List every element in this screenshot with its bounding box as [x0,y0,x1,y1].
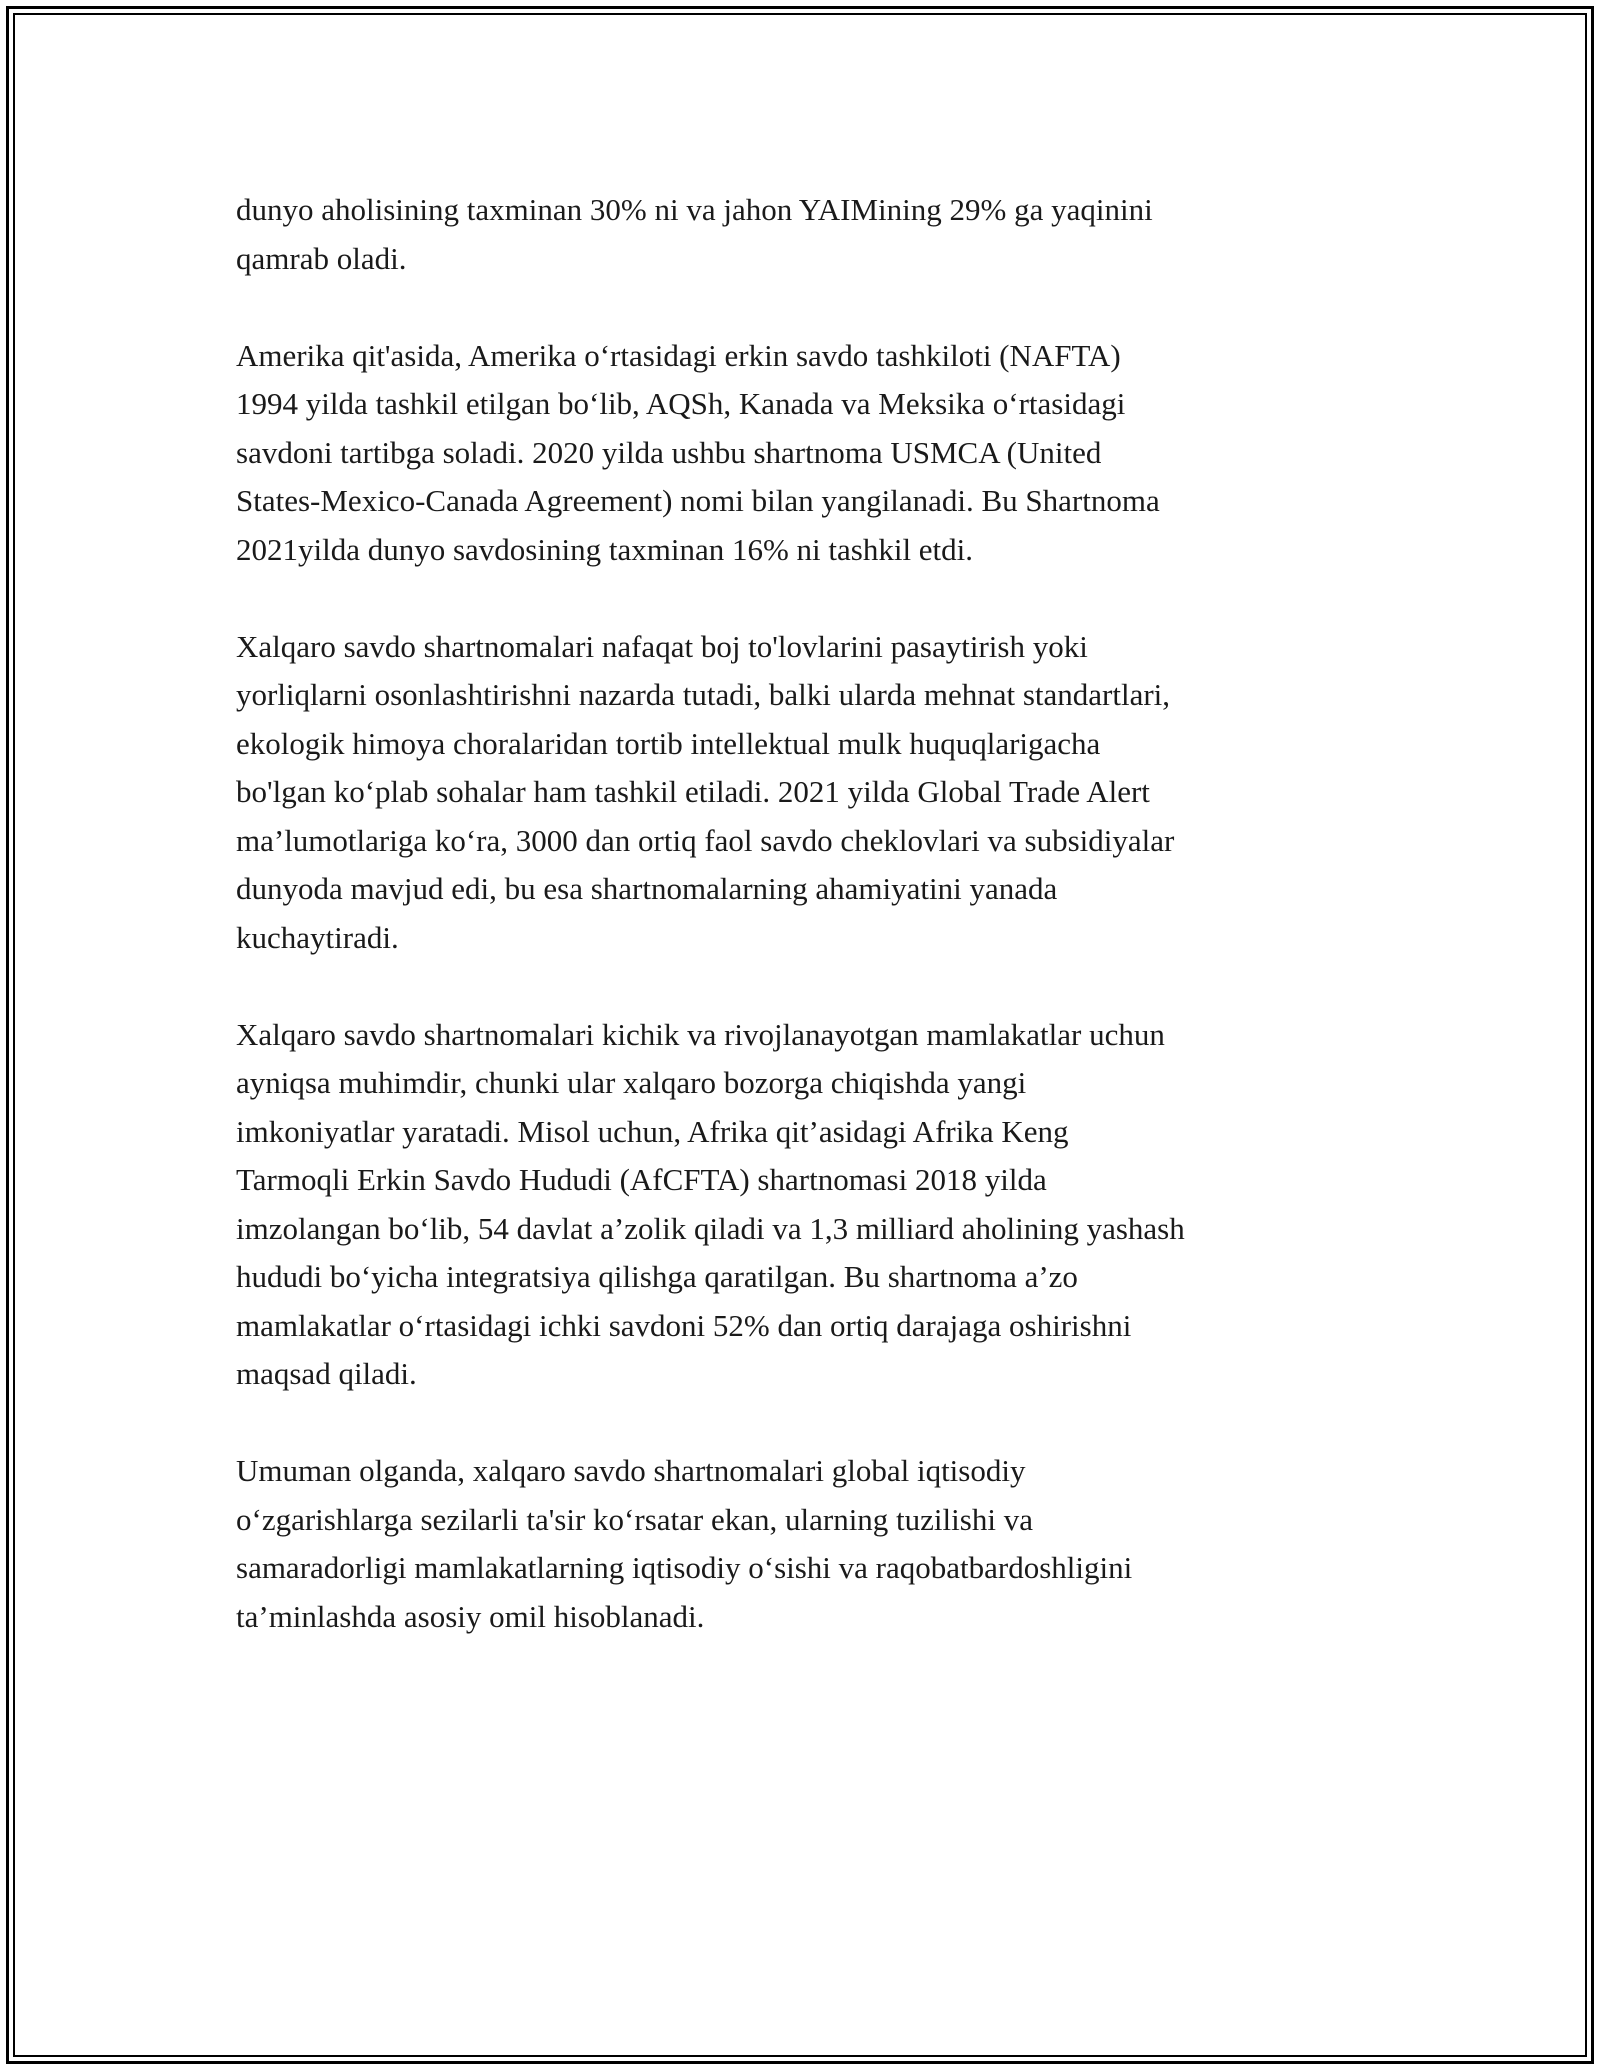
text-line: hududi bo‘yicha integratsiya qilishga qaratilgan. Bu shartnoma a’zo [236,1259,1078,1294]
text-line: ekologik himoya choralaridan tortib intellektual mulk huquqlarigacha [236,725,1101,761]
paragraph-conclusion [236,1447,1376,1641]
text-line: imkoniyatlar yaratadi. Misol uchun, Afrika qit’asidagi Afrika Keng [236,1113,1069,1149]
paragraph-trade-agreement-scope [236,623,1376,963]
text-line: imzolangan bo‘lib, 54 davlat a’zolik qiladi va 1,3 milliard aholining yashash [236,1210,1185,1246]
text-line: 2021yilda dunyo savdosining taxminan 16% ni tashkil etdi. [236,531,974,567]
text-line: Tarmoqli Erkin Savdo Hududi (AfCFTA) shartnomasi 2018 yilda [236,1162,1047,1197]
text-line: dunyoda mavjud edi, bu esa shartnomalarning ahamiyatini yanada [236,871,1058,906]
text-line: Amerika qit'asida, Amerika o‘rtasidagi erkin savdo tashkiloti (NAFTA) [236,337,1121,373]
text-line: o‘zgarishlarga sezilarli ta'sir ko‘rsatar ekan, ularning tuzilishi va [236,1501,1033,1537]
text-line: savdoni tartibga soladi. 2020 yilda ushbu shartnoma USMCA (United [236,434,1102,470]
text-line: bo'lgan ko‘plab sohalar ham tashkil etiladi. 2021 yilda Global Trade Alert [236,774,1150,809]
text-line: ma’lumotlariga ko‘ra, 3000 dan ortiq faol savdo cheklovlari va subsidiyalar [236,822,1175,858]
text-line: mamlakatlar o‘rtasidagi ichki savdoni 52% dan ortiq darajaga oshirishni [236,1307,1132,1343]
document-body [236,186,1376,1690]
text-line: samaradorligi mamlakatlarning iqtisodiy o‘sishi va raqobatbardoshligini [236,1550,1133,1585]
text-line: yorliqlarni osonlashtirishni nazarda tutadi, balki ularda mehnat standartlari, [236,677,1171,712]
text-line: qamrab oladi. [236,240,407,276]
text-line: maqsad qiladi. [236,1356,417,1391]
text-line: Xalqaro savdo shartnomalari nafaqat boj to'lovlarini pasaytirish yoki [236,628,1088,664]
text-line: dunyo aholisining taxminan 30% ni va jahon YAIMining 29% ga yaqinini [236,192,1153,227]
paragraph-nafta-usmca [236,332,1376,575]
text-line: 1994 yilda tashkil etilgan bo‘lib, AQSh, Kanada va Meksika o‘rtasidagi [236,386,1126,421]
paragraph-population-share [236,186,1376,283]
text-line: Umuman olganda, xalqaro savdo shartnomalari global iqtisodiy [236,1453,1026,1488]
text-line: States-Mexico-Canada Agreement) nomi bilan yangilanadi. Bu Shartnoma [236,483,1160,518]
text-line: Xalqaro savdo shartnomalari kichik va rivojlanayotgan mamlakatlar uchun [236,1016,1165,1052]
text-line: kuchaytiradi. [236,919,399,955]
text-line: ta’minlashda asosiy omil hisoblanadi. [236,1598,705,1634]
text-line: ayniqsa muhimdir, chunki ular xalqaro bozorga chiqishda yangi [236,1065,1027,1100]
paragraph-afcfta [236,1011,1376,1399]
